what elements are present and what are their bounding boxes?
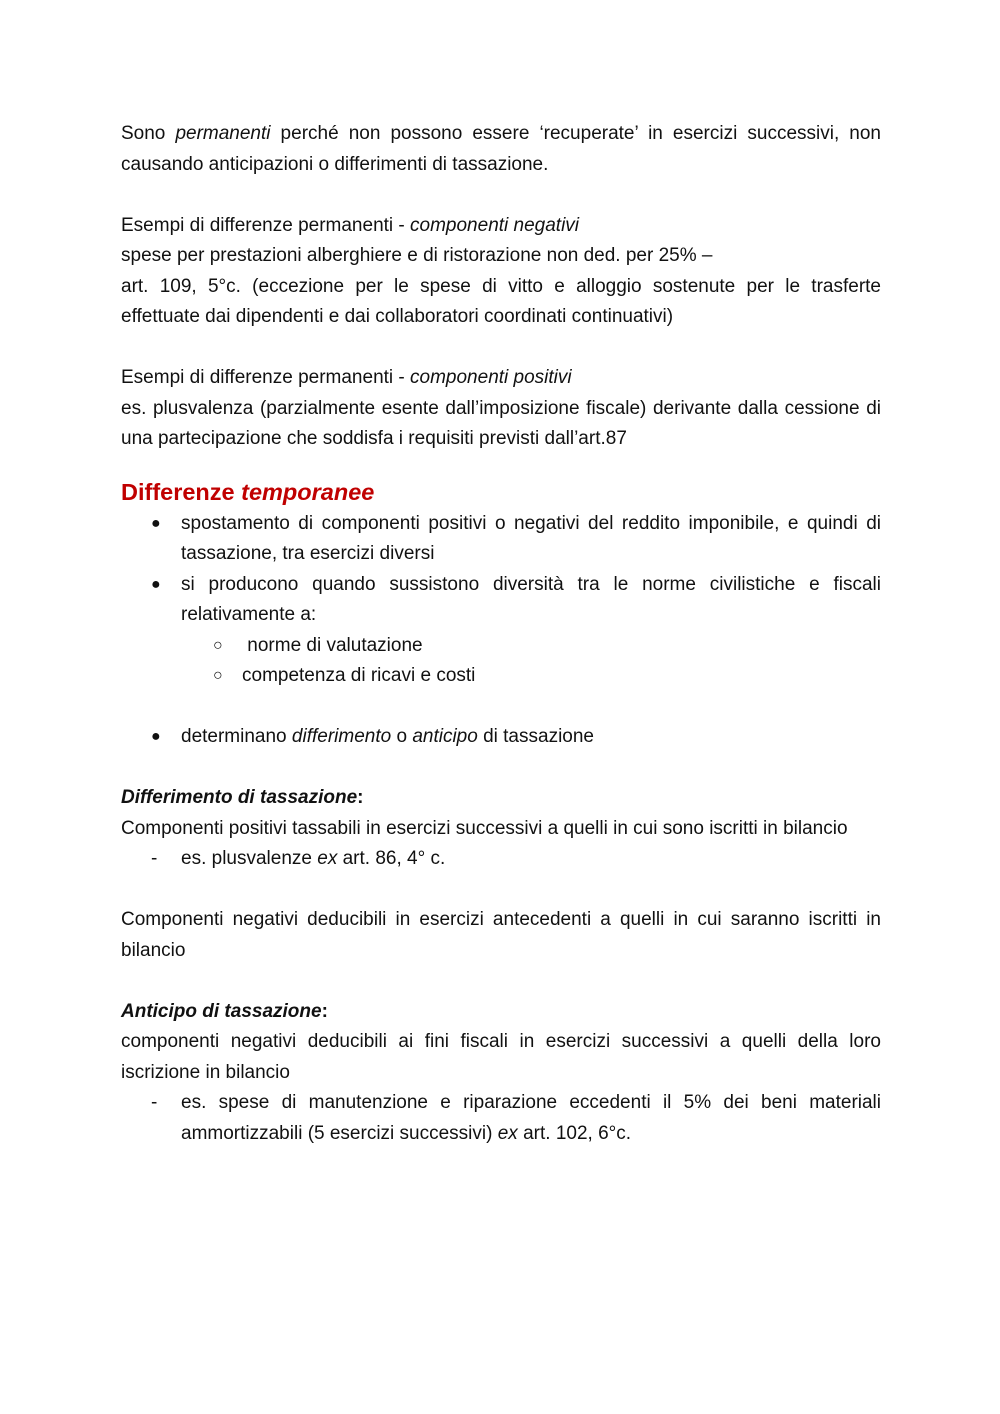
bullet-dash-icon: -: [151, 848, 158, 869]
bullet-dot-icon: ●: [151, 575, 161, 593]
bullet-text: o: [391, 726, 413, 747]
negative-label-text: Esempi di differenze permanenti -: [121, 214, 411, 236]
dash-item-emphasis: ex: [497, 1122, 518, 1144]
dash-list: [121, 844, 881, 875]
negative-examples-label: [121, 211, 881, 242]
dash-item-text: art. 86, 4° c.: [337, 848, 446, 869]
positive-example-line: es. plusvalenza (parzialmente esente dall’imposizione fiscale) derivante dalla cessione di una partecipazione che soddisfa i requisiti previsti dall’art.87: [121, 397, 881, 449]
differimento-title-text: Differimento di tassazione: [121, 787, 358, 808]
bullet-item: [121, 570, 881, 631]
sub-bullet-text: competenza di ricavi e costi: [242, 665, 476, 686]
differimento-title: [121, 783, 881, 814]
heading-emphasis: temporanee: [241, 478, 375, 505]
dash-item-text: art. 102, 6°c.: [517, 1122, 632, 1144]
spacer: [121, 875, 881, 906]
bullet-text: spostamento di componenti positivi o negativi del reddito imponibile, e quindi di tassazione, tra esercizi diversi: [181, 512, 881, 564]
section-heading: [121, 475, 881, 509]
dash-item: [121, 844, 881, 875]
anticipo-title-text: Anticipo di tassazione: [121, 1000, 322, 1022]
spacer: [121, 966, 881, 997]
bullet-circle-icon: ○: [213, 636, 223, 654]
document-page: [121, 119, 881, 1149]
heading-text: Differenze: [121, 478, 242, 505]
sub-bullet-text: norme di valutazione: [242, 634, 423, 656]
anticipo-colon: :: [321, 1000, 328, 1022]
intro-text-2: perché non possono essere ‘recuperate’ in esercizi successivi, non causando anticipazioni o differimenti di tassazione.: [121, 123, 881, 175]
spacer: [121, 753, 881, 784]
bullet-list: [121, 722, 881, 753]
anticipo-line-1: componenti negativi deducibili ai fini fiscali in esercizi successivi a quelli della loro iscrizione in bilancio: [121, 1031, 881, 1083]
bullet-circle-icon: ○: [213, 667, 223, 684]
bullet-item: [121, 722, 881, 753]
bullet-dash-icon: -: [151, 1092, 158, 1113]
dash-item: [121, 1088, 881, 1149]
dash-item-text: es. plusvalenze: [181, 848, 318, 869]
sub-bullet-list: [121, 631, 881, 692]
positive-label-emphasis: componenti positivi: [410, 367, 572, 388]
bullet-item: [121, 509, 881, 570]
intro-paragraph: [121, 119, 881, 180]
bullet-dot-icon: ●: [151, 728, 161, 745]
intro-emphasis: permanenti: [175, 123, 271, 144]
bullet-text: di tassazione: [477, 726, 594, 747]
dash-item-text: es. spese di manutenzione e riparazione eccedenti il 5% dei beni materiali ammortizzabili (5 esercizi successivi): [181, 1092, 881, 1144]
anticipo-title: [121, 997, 881, 1028]
spacer: [121, 180, 881, 211]
bullet-text: determinano: [181, 726, 292, 747]
positive-label-text: Esempi di differenze permanenti -: [121, 367, 411, 388]
negative-example-line-2: art. 109, 5°c. (eccezione per le spese di vitto e alloggio sostenute per le trasferte effettuate dai dipendenti e dai collaboratori coordinati continuativi): [121, 275, 881, 327]
bullet-list: [121, 509, 881, 631]
dash-list: [121, 1088, 881, 1149]
positive-examples-label: [121, 363, 881, 394]
bullet-text: si producono quando sussistono diversità tra le norme civilistiche e fiscali relativamente a:: [181, 573, 881, 625]
negative-example-line-1: spese per prestazioni alberghiere e di ristorazione non ded. per 25% –: [121, 245, 713, 266]
differimento-line-1: Componenti positivi tassabili in esercizi successivi a quelli in cui sono iscritti in bilancio: [121, 817, 848, 839]
dash-item-emphasis: ex: [317, 848, 338, 869]
spacer: [121, 692, 881, 723]
bullet-dot-icon: ●: [151, 514, 161, 532]
differimento-line-2: Componenti negativi deducibili in esercizi antecedenti a quelli in cui saranno iscritti in bilancio: [121, 909, 881, 961]
sub-bullet-item: [121, 661, 881, 692]
bullet-emphasis: anticipo: [412, 726, 478, 747]
differimento-colon: :: [357, 787, 364, 808]
sub-bullet-item: [121, 631, 881, 662]
negative-label-emphasis: componenti negativi: [410, 214, 580, 236]
spacer: [121, 333, 881, 364]
intro-text-1: Sono: [121, 123, 176, 144]
bullet-emphasis: differimento: [291, 726, 392, 747]
